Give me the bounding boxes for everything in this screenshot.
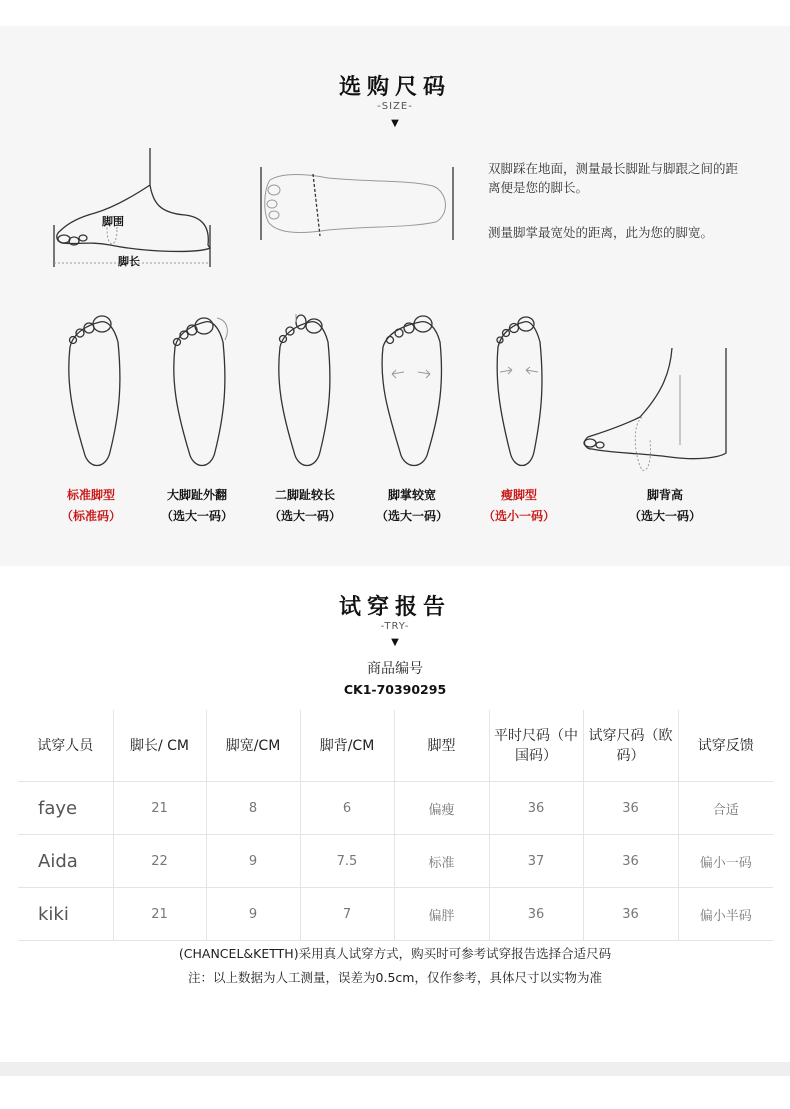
cell-foot-type: 偏胖 [394,888,489,941]
foot-top-diagram [258,162,458,244]
foot-type-long-second-toe-advice: （选大一码） [268,509,341,523]
size-section-subtitle: -SIZE- [377,101,413,112]
table-row [18,888,773,941]
foot-type-wide-name: 脚掌较宽 [387,488,436,502]
product-number-label: 商品编号 [367,661,423,677]
table-header-row [18,710,773,782]
header-foot-width: 脚宽/CM [206,710,300,782]
foot-type-long-second-toe [250,485,360,527]
cell-instep: 7.5 [300,835,394,888]
foot-type-wide [357,485,467,527]
header-foot-type: 脚型 [394,710,489,782]
cell-usual-size: 36 [489,888,583,941]
foot-type-bunion [142,485,252,527]
measurement-disclaimer: 注：以上数据为人工测量，误差为0.5cm，仅作参考，具体尺寸以实物为准 [188,970,602,985]
girth-label: 脚围 [102,215,124,228]
cell-feedback: 合适 [678,782,773,835]
table-row [18,835,773,888]
cell-tester: Aida [18,835,113,888]
cell-tester: faye [18,782,113,835]
cell-foot-length: 21 [113,782,206,835]
try-on-method-note: (CHANCEL&KETTH)采用真人试穿方式，购买时可参考试穿报告选择合适尺码 [178,946,612,961]
foot-type-high-instep-advice: （选大一码） [628,509,701,523]
foot-type-wide-advice: （选大一码） [375,509,448,523]
high-instep-foot-icon [580,345,730,475]
length-label: 脚长 [118,255,140,268]
header-instep: 脚背/CM [300,710,394,782]
width-instruction: 测量脚掌最宽处的距离，此为您的脚宽。 [488,225,714,240]
cell-usual-size: 37 [489,835,583,888]
cell-instep: 7 [300,888,394,941]
cell-foot-type: 标准 [394,835,489,888]
cell-foot-length: 22 [113,835,206,888]
report-section-title: 试穿报告 [338,595,451,620]
cell-feedback: 偏小半码 [678,888,773,941]
header-tried-size: 试穿尺码（欧码） [583,710,678,782]
cell-usual-size: 36 [489,782,583,835]
cell-instep: 6 [300,782,394,835]
table-row [18,782,773,835]
cell-feedback: 偏小一码 [678,835,773,888]
cell-tester: kiki [18,888,113,941]
foot-type-thin-advice: （选小一码） [482,509,555,523]
foot-type-standard-advice: （标准码） [60,509,121,523]
header-tester: 试穿人员 [18,710,113,782]
length-instruction: 双脚踩在地面，测量最长脚趾与脚跟之间的距离便是您的脚长。 [488,161,739,195]
top-band [0,0,790,26]
wide-foot-icon [378,312,448,472]
size-section-title: 选购尺码 [338,75,451,100]
cell-tried-size: 36 [583,782,678,835]
foot-type-standard-name: 标准脚型 [66,488,115,502]
bottom-strip [0,1062,790,1076]
foot-type-thin-name: 瘦脚型 [500,488,537,502]
bunion-foot-icon [167,312,237,472]
header-feedback: 试穿反馈 [678,710,773,782]
standard-foot-icon [62,312,127,472]
cell-foot-width: 8 [206,782,300,835]
cell-tried-size: 36 [583,835,678,888]
foot-type-bunion-advice: （选大一码） [160,509,233,523]
cell-foot-type: 偏瘦 [394,782,489,835]
cell-foot-width: 9 [206,888,300,941]
product-code: CK1-70390295 [343,682,447,697]
foot-side-diagram [50,145,220,270]
foot-type-high-instep-name: 脚背高 [646,488,683,502]
foot-type-high-instep [610,485,720,527]
foot-type-bunion-name: 大脚趾外翻 [166,488,227,502]
foot-type-standard [36,485,146,527]
cell-foot-width: 9 [206,835,300,888]
report-section-subtitle: -TRY- [380,621,410,632]
long-second-toe-foot-icon [272,312,337,472]
header-usual-size: 平时尺码（中国码） [489,710,583,782]
foot-type-long-second-toe-name: 二脚趾较长 [274,488,335,502]
try-on-report-table [18,710,773,941]
report-arrow-icon: ▼ [391,637,399,648]
foot-type-thin [464,485,574,527]
cell-foot-length: 21 [113,888,206,941]
cell-tried-size: 36 [583,888,678,941]
size-arrow-icon: ▼ [391,118,399,129]
header-foot-length: 脚长/ CM [113,710,206,782]
thin-foot-icon [490,312,550,472]
